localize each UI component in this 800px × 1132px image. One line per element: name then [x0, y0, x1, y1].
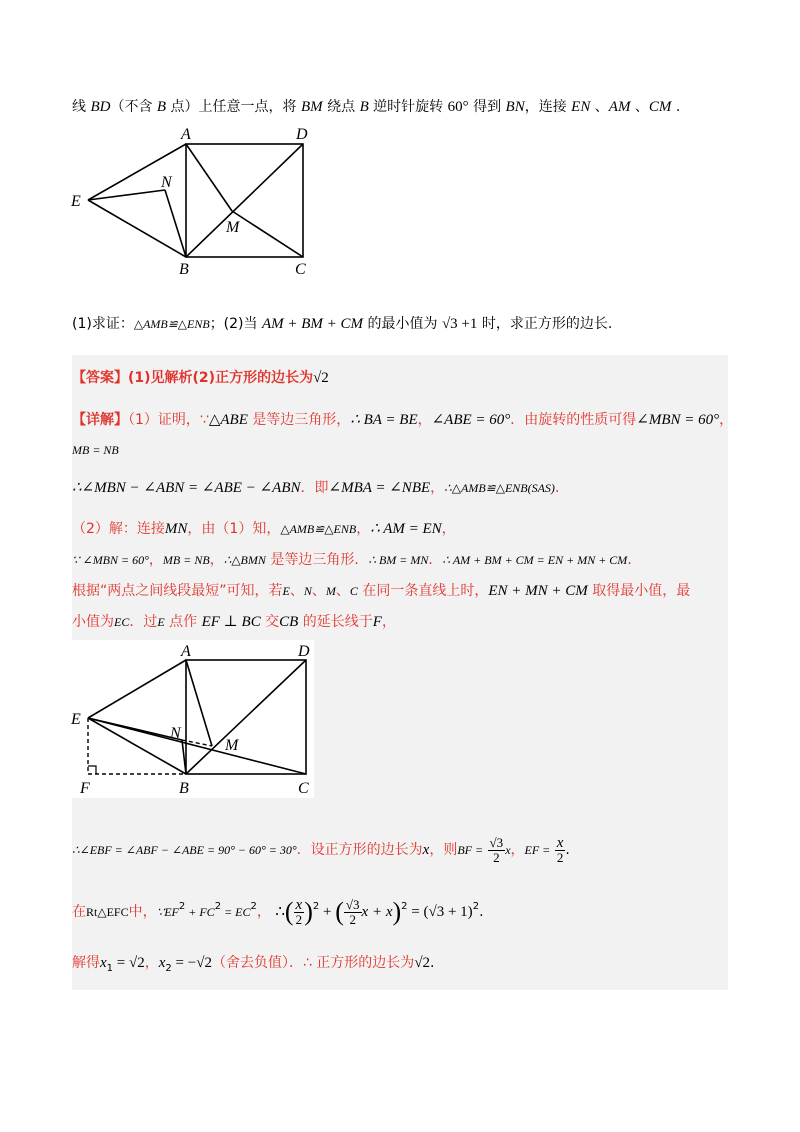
segment-AM [186, 660, 212, 746]
solution-text: ，则 [429, 842, 458, 858]
label-D: D [298, 643, 310, 660]
math-CB: CB [279, 614, 299, 630]
math-angle-MBN: ∠MBN = 60° [636, 412, 720, 428]
detail-text: ， [209, 552, 224, 568]
math-angle-ABE: ∠ABE = 60° [431, 412, 511, 428]
detail-line-6 [72, 581, 690, 601]
math-C: C [349, 584, 358, 598]
left-paren: ( [335, 897, 344, 926]
answer-label: 【答案】 [72, 370, 128, 386]
exponent: 2 [214, 901, 222, 912]
math-MN: MN [164, 521, 188, 537]
math-CM: CM [648, 99, 672, 115]
period: . [671, 99, 681, 115]
segment-EA [88, 660, 186, 718]
exponent: 2 [312, 901, 320, 912]
intro-text: ，连接 [524, 99, 572, 115]
question-text: (1)求证： [72, 316, 134, 332]
question-text: 时，求正方形的边长. [477, 316, 613, 332]
exponent: 2 [472, 901, 480, 912]
intro-line [72, 97, 680, 117]
figure-2-dashed [88, 718, 212, 774]
fraction-x-over-2 [555, 836, 566, 865]
detail-text: 点作 [164, 614, 202, 630]
math-x: x [505, 843, 511, 857]
label-N: N [161, 174, 172, 191]
math-E: E [282, 584, 290, 598]
question-text: 的最小值为 [363, 316, 442, 332]
detail-text: ． [627, 552, 642, 568]
subscript: 1 [106, 963, 114, 974]
detail-text: 根据“两点之间线段最短”可知，若 [72, 583, 283, 599]
label-C: C [298, 780, 309, 797]
label-B: B [179, 261, 189, 278]
fraction-denominator: 2 [295, 911, 303, 927]
solution-line-1 [72, 832, 570, 868]
subscript: 2 [165, 963, 172, 974]
intro-text: （不含 [110, 99, 157, 115]
right-angle-mark [88, 766, 96, 774]
math-congruence-sas: ∴△AMB≌△ENB(SAS) [444, 481, 555, 495]
solution-text: ．设正方形的边长为 [296, 842, 423, 858]
intro-text: 绕点 [322, 99, 360, 115]
math-E: E [157, 615, 165, 629]
math-x-plus-x: x + x [361, 904, 393, 920]
detail-text: ．由旋转的性质可得 [510, 412, 637, 428]
detail-line-4 [72, 519, 456, 539]
figure-2-lines [88, 660, 306, 774]
detail-text: ，由（1）知， [187, 521, 281, 537]
left-paren: ( [284, 897, 294, 926]
math-sum-expression: AM + BM + CM [261, 316, 364, 332]
fraction-sqrt3-over-2 [488, 836, 506, 865]
fraction-numerator: x [295, 896, 303, 913]
math-x: x [422, 842, 430, 858]
solution-text: 中， [128, 904, 157, 920]
detail-line-7 [72, 612, 396, 632]
fraction-numerator: √3 [345, 896, 360, 912]
fraction-numerator: x [556, 834, 564, 851]
math-B: B [359, 99, 369, 115]
intro-text: 得到 [468, 99, 506, 115]
detail-text: ， [148, 552, 163, 568]
math-BF: BF = [457, 843, 484, 857]
fraction-denominator: 2 [493, 849, 500, 865]
math-BN: BN [505, 99, 525, 115]
figure-1 [66, 122, 326, 280]
math-triangle-BMN: ∴△BMN [223, 553, 266, 567]
detail-text: ， [417, 412, 432, 428]
math-AM-EN: ∴ AM = EN [370, 521, 442, 537]
exponent: 2 [178, 901, 186, 912]
label-C: C [295, 261, 306, 278]
math-root-2: = −√2 [171, 955, 212, 971]
math-EF: EF = [524, 843, 551, 857]
label-A: A [181, 126, 191, 143]
segment-MC [232, 211, 303, 257]
question-text: ；(2)当 [209, 316, 262, 332]
segment-AM [186, 144, 232, 211]
detail-text: ， [381, 614, 396, 630]
detail-text: ， [356, 521, 371, 537]
exponent: 2 [250, 901, 257, 912]
separator: 、 [630, 99, 649, 115]
math-EN-MN-CM: EN + MN + CM [488, 583, 588, 599]
math-M: M [325, 584, 336, 598]
solution-text: （舍去负值）．∴ 正方形的边长为 [211, 955, 415, 971]
segment-EN [88, 190, 165, 200]
math-final-answer: √2 [414, 955, 431, 971]
detail-text: 、 [335, 583, 350, 599]
detail-line-1 [72, 410, 733, 430]
fraction-denominator: 2 [349, 911, 356, 927]
label-M: M [226, 219, 240, 236]
detail-text: 是等边三角形， [247, 412, 351, 428]
math-EC: EC [114, 615, 130, 629]
label-A: A [181, 643, 191, 660]
fraction-sqrt3-over-2 [344, 898, 362, 927]
diagonal-BD [186, 144, 303, 257]
solution-line-2 [72, 887, 484, 932]
math-angle-MBN: ∵ ∠MBN = 60° [72, 553, 149, 567]
fraction-x-over-2 [294, 898, 305, 927]
solution-line-3 [72, 953, 435, 979]
detail-text: . [554, 480, 560, 496]
therefore-sign: ∴ [275, 904, 285, 920]
detail-text: ， [441, 521, 456, 537]
detail-line-2 [72, 440, 119, 460]
detail-text: ， [719, 412, 734, 428]
label-M: M [225, 737, 239, 754]
math-triangle-ABE: △ABE [208, 412, 248, 428]
math-BD: BD [90, 99, 111, 115]
detail-text: 、 [311, 583, 326, 599]
right-paren: ) [304, 897, 313, 926]
label-N: N [170, 725, 181, 742]
intro-text: 逆时针旋转 [368, 99, 448, 115]
figure-1-lines [88, 144, 303, 257]
detail-text: 的延长线于 [298, 614, 373, 630]
math-B: B [156, 99, 167, 115]
math-right-triangle-EFC: Rt△EFC [86, 905, 129, 919]
answer-line [72, 368, 329, 388]
detail-text: 取得最小值，最 [587, 583, 691, 599]
detail-text: ． [428, 552, 443, 568]
label-F: F [80, 780, 90, 797]
detail-text: 、 [289, 583, 304, 599]
math-x: x [100, 955, 107, 971]
question-line [72, 314, 612, 334]
segment-EN [88, 718, 182, 740]
solution-text: ， [510, 842, 525, 858]
math-EN: EN [571, 99, 591, 115]
math-congruence: △AMB≌△ENB [133, 317, 210, 331]
solution-text: . [430, 955, 435, 971]
figure-2 [66, 640, 318, 800]
math-min-value: √3 +1 [441, 316, 478, 332]
label-E: E [71, 193, 81, 210]
detail-text: （1）证明，∵ [128, 412, 209, 428]
math-EF: ∵EF [156, 905, 179, 919]
detail-text: ， [430, 480, 445, 496]
label-D: D [296, 126, 308, 143]
separator: 、 [590, 99, 609, 115]
math-angle-MBA-NBE: ∠MBA = ∠NBE [328, 480, 431, 496]
plus-sign: + [319, 904, 336, 920]
math-angle: 60° [447, 99, 469, 115]
fraction-numerator: √3 [489, 834, 504, 850]
math-EC: = EC [221, 905, 251, 919]
intro-text: 点）上任意一点，将 [166, 99, 301, 115]
detail-text: ．即 [300, 480, 329, 496]
detail-text: 交 [260, 614, 280, 630]
solution-text: ， [256, 904, 271, 920]
detail-text: 是等边三角形． [265, 552, 369, 568]
math-FC: + FC [185, 905, 215, 919]
solution-text: 解得 [72, 955, 100, 971]
math-MB-NB: MB = NB [72, 443, 119, 457]
math-root-1: = √2 [113, 955, 145, 971]
math-sum-equality: ∴ AM + BM + CM = EN + MN + CM [442, 553, 628, 567]
detail-text: ．过 [129, 614, 158, 630]
detail-label: 【详解】 [72, 412, 128, 428]
answer-value: √2 [313, 370, 329, 386]
intro-text: 线 [72, 99, 91, 115]
math-N: N [303, 584, 312, 598]
math-rhs: = (√3 + 1) [407, 904, 473, 920]
math-angle-EBF: ∴∠EBF = ∠ABF − ∠ABE = 90° − 60° = 30° [72, 843, 297, 857]
detail-text: 小值为 [72, 614, 114, 630]
solution-text: ， [144, 955, 159, 971]
math-BM: BM [300, 99, 323, 115]
math-x: x [158, 955, 166, 971]
label-E: E [71, 711, 81, 728]
math-BA-BE: ∴ BA = BE [350, 412, 418, 428]
solution-text: . [565, 842, 570, 858]
detail-text: 在同一条直线上时， [357, 583, 489, 599]
math-AM: AM [608, 99, 631, 115]
math-angle-difference: ∴∠MBN − ∠ABN = ∠ABE − ∠ABN [72, 480, 301, 496]
detail-line-3 [72, 478, 559, 498]
solution-text: . [479, 904, 484, 920]
answer-text: (1)见解析(2)正方形的边长为 [128, 370, 314, 386]
solution-text: 在 [72, 904, 86, 920]
right-paren: ) [392, 897, 402, 926]
math-MB-NB: MB = NB [162, 553, 210, 567]
label-B: B [179, 780, 189, 797]
exponent: 2 [401, 901, 408, 912]
math-BM-MN: ∴ BM = MN [368, 553, 429, 567]
detail-line-5 [72, 550, 641, 570]
math-congruence: △AMB≌△ENB [280, 522, 357, 536]
math-EF-perp-BC: EF ⊥ BC [201, 614, 261, 630]
math-F: F [372, 614, 382, 630]
segment-EA [88, 144, 186, 200]
detail-text: （2）解：连接 [72, 521, 165, 537]
fraction-denominator: 2 [556, 849, 564, 865]
